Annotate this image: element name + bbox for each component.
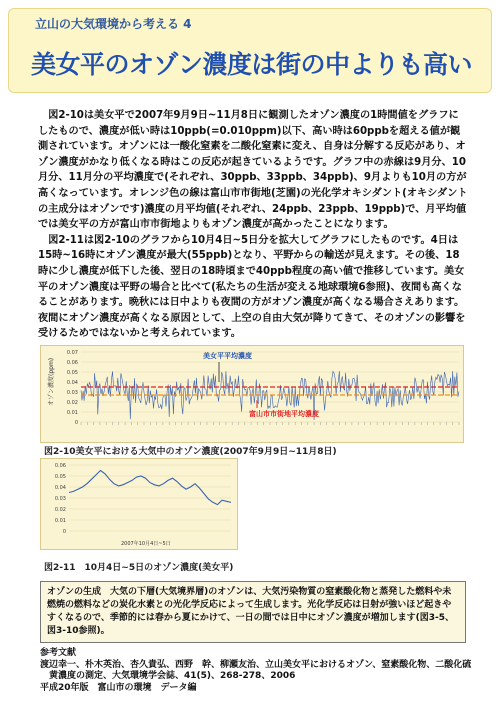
y-tick-label: 0.06 [66,360,78,366]
figure-2-11 [40,458,238,550]
figure-2-11-caption: 図2-11 10月4日~5日のオゾン濃度(美女平) [44,563,234,573]
figure-2-10-ylabel: オゾン濃度(ppm) [48,357,55,406]
bijodaira-average-label: 美女平平均濃度 [203,352,252,360]
y-tick-label: 0.02 [54,507,66,513]
y-tick-label: 0 [74,420,78,426]
reference-line-3: 平成20年版 富山市の環境 データ編 [40,682,197,693]
y-tick-label: 0.03 [66,390,78,396]
paragraph-2: 図2-11は図2-10のグラフから10月4日~5日分を拡大してグラフにしたものです。4日は15時~16時にオゾン濃度が最大(55ppb)となり、平野からの輸送が見えます。その後、18時に少し濃度が低下した後、翌日の18時頃まで40ppb程度の高い値で推移しています。美女平のオゾン濃度は平野の場合と比べて(私たちの生活が変える地球環境6参照)、夜間も高くなることがあります。晩秋には日中よりも夜間の方がオゾン濃度が高くなる場合さえあります。夜間にオゾン濃度が高くなる原因として、上空の自由大気が降りてきて、そのオゾンの影響を受けるためではないかと考えられています。 [38,234,466,340]
y-tick-label: 0.01 [54,518,66,524]
ozone-oct4-5-line [69,471,231,505]
reference-line-2: 黄濃度の測定、大気環境学会誌、41(5)、268-278、2006 [40,671,296,681]
body-text [38,108,468,342]
page-title: 美女平のオゾン濃度は街の中よりも高い [31,50,473,79]
header-banner [8,8,492,93]
figure-2-11-xlabel: 2007年10月4日~5日 [121,541,171,547]
references-heading: 参考文献 [40,648,77,658]
figure-2-11-chart [41,459,237,549]
y-tick-label: 0.04 [54,485,66,491]
y-tick-label: 0.04 [66,380,78,386]
toyama-average-label: 富山市市街地平均濃度 [249,410,319,418]
y-tick-label: 0.05 [54,474,66,480]
y-tick-label: 0.06 [54,463,66,469]
figure-2-10-chart [41,346,463,442]
paragraph-1: 図2-10は美女平で2007年9月9日~11月8日に観測したオゾン濃度の1時間値をグラフにしたもので、濃度が低い時は10ppb(=0.010ppm)以下、高い時は60ppbを超える値が観測されています。オゾンには一酸化窒素を二酸化窒素に変え、自身は分解する反応があり、オゾン濃度がかなり低くなる時はこの反応が起きているようです。グラフ中の赤線は9月分、10月分、11月分の平均濃度で(それぞれ、30ppb、33ppb、34ppb)、9月よりも10月の方が高くなっています。オレンジ色の線は富山市市街地(芝園)の光化学オキシダント(オキシダントの主成分はオゾンです)濃度の月平均値(それぞれ、24ppb、23ppb、19ppb)で、月平均値では美女平の方が富山市市街地よりもオゾン濃度が高かったことになります。 [38,110,468,231]
series-label: 立山の大気環境から考える 4 [35,17,192,31]
y-tick-label: 0.03 [54,496,66,502]
y-tick-label: 0.02 [66,400,78,406]
figure-2-10 [40,345,464,443]
ozone-generation-note: オゾンの生成 大気の下層(大気境界層)のオゾンは、大気汚染物質の窒素酸化物と蒸発した燃料や未燃焼の燃料などの炭化水素との光化学反応によって生成します。光化学反応は日射が強いほど起きやすくなるので、季節的には春から夏にかけて、一日の間では日中にオゾン濃度が増加します(図3-5、図3-10参照)。 [40,581,466,643]
y-tick-label: 0.01 [66,410,78,416]
y-tick-label: 0.07 [66,350,78,356]
reference-line-1: 渡辺幸一、朴木英治、杏久貴弘、西野 幹、柳瀬友治、立山美女平におけるオゾン、窒素酸化物、二酸化硫 [40,659,472,670]
y-tick-label: 0 [62,529,66,535]
figure-2-10-caption: 図2-10美女平における大気中のオゾン濃度(2007年9月9日~11月8日) [44,447,337,457]
y-tick-label: 0.05 [66,370,78,376]
references [40,648,470,694]
